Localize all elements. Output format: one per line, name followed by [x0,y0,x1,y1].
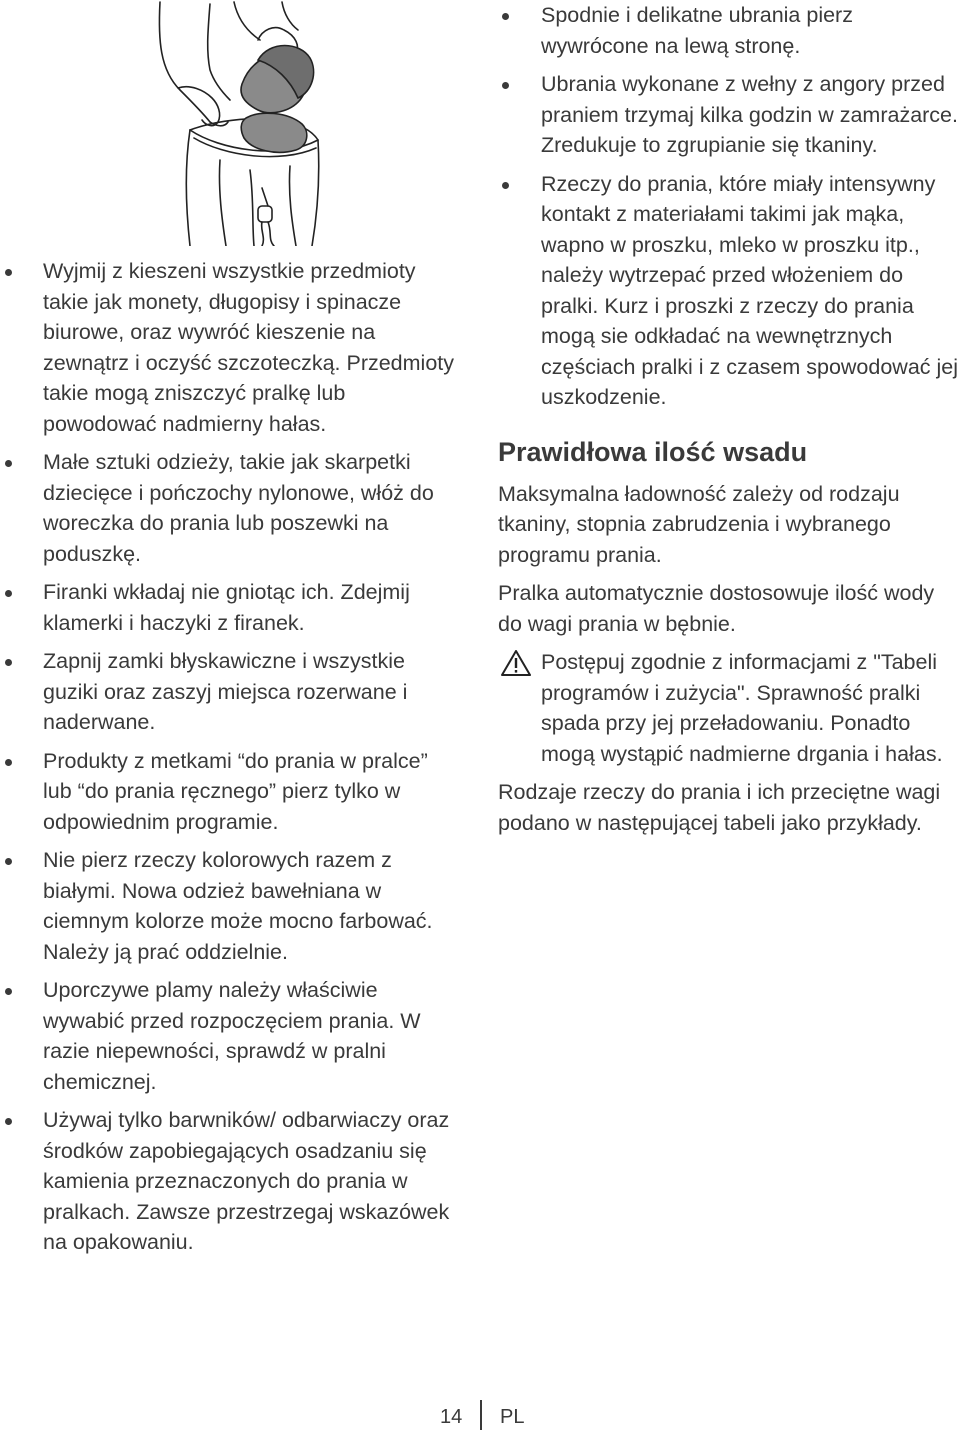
right-bullet-list [498,0,960,413]
right-column [498,0,960,846]
footer-divider [480,1400,482,1430]
page-number: 14 [440,1406,463,1428]
list-item: Uporczywe plamy należy właściwie wywabić przed rozpoczęciem prania. W razie niepewności, sprawdź w pralni chemicznej. [0,975,460,1097]
list-item: Nie pierz rzeczy kolorowych razem z białymi. Nowa odzież bawełniana w ciemnym kolorze może mocno farbować. Należy ją prać oddzielnie. [0,845,460,967]
section-title: Prawidłowa ilość wsadu [498,436,808,467]
left-column [0,256,460,1266]
list-item: Małe sztuki odzieży, takie jak skarpetki dziecięce i pończochy nylonowe, włóż do woreczka do prania lub poszewki na poduszkę. [0,447,460,569]
warning-triangle-icon [500,649,532,677]
list-item: Ubrania wykonane z wełny z angory przed praniem trzymaj kilka godzin w zamrażarce. Zredukuje to zgrupianie się tkaniny. [498,69,960,161]
page-footer [0,1400,960,1430]
warning-text: Postępuj zgodnie z informacjami z "Tabeli programów i zużycia". Sprawność pralki spada przy jej przeładowaniu. Ponadto mogą wystąpić nadmierne drgania i hałas. [541,650,943,766]
list-item: Używaj tylko barwników/ odbarwiaczy oraz środków zapobiegających osadzaniu się kamienia przeznaczonych do prania w pralkach. Zawsze przestrzegaj wskazówek na opakowaniu. [0,1105,460,1258]
laundry-bag-illustration-icon [150,0,350,246]
language-code: PL [500,1406,525,1428]
paragraph-load-capacity: Maksymalna ładowność zależy od rodzaju tkaniny, stopnia zabrudzenia i wybranego programu prania. [498,481,900,567]
list-item: Produkty z metkami “do prania w pralce” lub “do prania ręcznego” pierz tylko w odpowiednim programie. [0,746,460,838]
warning-note [498,647,960,769]
paragraph-weights-table: Rodzaje rzeczy do prania i ich przeciętne wagi podano w następującej tabeli jako przykłady. [498,780,941,835]
left-bullet-list [0,256,460,1258]
paragraph-water-adjust: Pralka automatycznie dostosowuje ilość wody do wagi prania w bębnie. [498,581,935,636]
list-item: Zapnij zamki błyskawiczne i wszystkie guziki oraz zaszyj miejsca rozerwane i naderwane. [0,646,460,738]
list-item: Spodnie i delikatne ubrania pierz wywrócone na lewą stronę. [498,0,960,61]
list-item: Rzeczy do prania, które miały intensywny kontakt z materiałami takimi jak mąka, wapno w proszku, mleko w proszku itp., należy wytrzepać przed włożeniem do pralki. Kurz i proszki z rzeczy do prania mogą sie odkładać na wewnętrznych częściach pralki i z czasem spowodować jej uszkodzenie. [498,169,960,413]
list-item: Firanki wkładaj nie gniotąc ich. Zdejmij klamerki i haczyki z firanek. [0,577,460,638]
list-item: Wyjmij z kieszeni wszystkie przedmioty takie jak monety, długopisy i spinacze biurowe, oraz wywróć kieszenie na zewnątrz i oczyść szczoteczką. Przedmioty takie mogą zniszczyć pralkę lub powodować nadmierny hałas. [0,256,460,439]
